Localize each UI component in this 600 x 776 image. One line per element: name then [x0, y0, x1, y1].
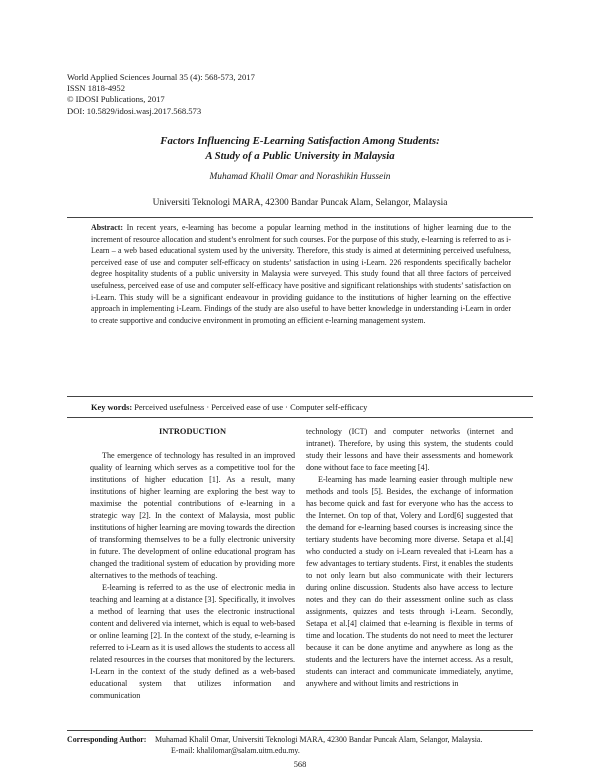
- abstract-label: Abstract:: [91, 223, 123, 232]
- keywords: [91, 403, 367, 412]
- abstract-text: In recent years, e-learning has become a popular learning method in the institutions of higher learning due to the increment of resource allocation and student’s enrolment for such courses. For the purpose of this study, e-learning is referred to as i-Learn – a web based educational system used by the university. Therefore, this study is aimed at determining perceived usefulness, perceived ease of use and computer self-efficacy on students’ satisfaction in using i-Learn. 226 respondents specifically bachelor degree hospitality students of a public university in Malaysia were surveyed. This study found that all three factors of perceived usefulness, perceived ease of use and computer self-efficacy have positive and significant relationships with students’ satisfaction on i-Learn. This study will be a significant endeavour in providing guidance to the institutions of higher learning on the effective approach in implementing i-Learn. Findings of the study are also useful to have better knowledge in understanding i-Learn in order to create supportive and conducive environment in promoting an efficient e-learning management system.: [91, 223, 511, 325]
- doi: DOI: 10.5829/idosi.wasj.2017.568.573: [67, 105, 202, 116]
- article-metadata: [67, 72, 255, 117]
- keywords-rule: [67, 417, 533, 418]
- left-paragraph-1: The emergence of technology has resulted in an improved quality of learning which serves as a competitive tool for the institutions of higher education [1]. As a result, many institutions of higher learning are exploring the best way to maximise the potential contributions of e-learning in a strategic way [2]. In the context of Malaysia, most public institutions of higher learning are moving towards the direction of transforming themselves to be a fully electronic university in future. The development of online educational program has changed the traditional system of education by providing more alternatives to the methods of teaching.: [90, 451, 295, 580]
- footer-rule: [67, 730, 533, 731]
- introduction-heading: INTRODUCTION: [158, 427, 226, 436]
- copyright: © IDOSI Publications, 2017: [67, 94, 165, 105]
- abstract-bottom-rule: [67, 396, 533, 397]
- corresponding-text: Muhamad Khalil Omar, Universiti Teknologi MARA, 42300 Bandar Puncak Alam, Selangor, Malaysia.: [155, 735, 483, 744]
- authors: Muhamad Khalil Omar and Norashikin Hussein: [209, 172, 391, 182]
- affiliation: Universiti Teknologi MARA, 42300 Bandar Puncak Alam, Selangor, Malaysia: [152, 198, 448, 208]
- keywords-label: Key words:: [91, 403, 133, 412]
- right-paragraph-2: E-learning has made learning easier through multiple new methods and tools [5]. Besides, the exchange of information has become quick and fast for everyone who has the access to the Internet. On top of that, Volery and Lord[6] suggested that the demand for e-learning based courses is increasing since the tertiary students have becoming more diverse. Setapa et al.[4] who conducted a study on i-Learn revealed that i-Learn has a few advantages to tertiary students. First, it enables the students to not only learn but also communicate with their lecturers during online discussion. Students also have access to lecture notes and they can do their assessment online such as class assignments, quizzes and tests through i-Learn. Secondly, Setapa et al.[4] claimed that e-learning is flexible in terms of time and location. The students do not need to meet the lecturer because it can be done anytime and anywhere as long as the students and the lecturers have the internet access. As a result, students can interact and communicate immediately, anytime, anywhere and without limits and restrictions in: [306, 475, 513, 688]
- corresponding-email: E-mail: khalilomar@salam.uitm.edu.my.: [171, 746, 300, 755]
- keywords-text: Perceived usefulness · Perceived ease of use · Computer self-efficacy: [132, 403, 368, 412]
- abstract: [91, 222, 511, 326]
- left-column: [90, 426, 295, 702]
- right-column: [306, 426, 513, 690]
- paper-title: [67, 134, 533, 164]
- journal-citation: World Applied Sciences Journal 35 (4): 568-573, 2017: [67, 72, 255, 82]
- right-paragraph-1: technology (ICT) and computer networks (internet and intranet). Therefore, by using this system, the students could study their lessons and have their assessments and homework done without face to face meeting [4].: [306, 427, 513, 472]
- issn: ISSN 1818-4952: [67, 83, 126, 94]
- left-paragraph-2: E-learning is referred to as the use of electronic media in teaching and learning at a distance [3]. Specifically, it involves a method of learning that uses the electronic instructional content and delivered via internet, which is equal to web-based or online learning [2]. In the context of the study, e-learning is referred to i-Learn as it is used allows the students to access all related resources in the courses that monitored by the lecturers. I-Learn in the context of the study defined as a web-based educational system that utilizes information and communication: [90, 583, 295, 700]
- page-number: 568: [293, 760, 307, 769]
- title-line-2: A Study of a Public University in Malaysia: [205, 150, 395, 162]
- corresponding-label: Corresponding Author:: [67, 735, 147, 744]
- title-line-1: Factors Influencing E-Learning Satisfaction Among Students:: [160, 135, 440, 147]
- corresponding-author: [67, 734, 482, 756]
- abstract-top-rule: [67, 217, 533, 218]
